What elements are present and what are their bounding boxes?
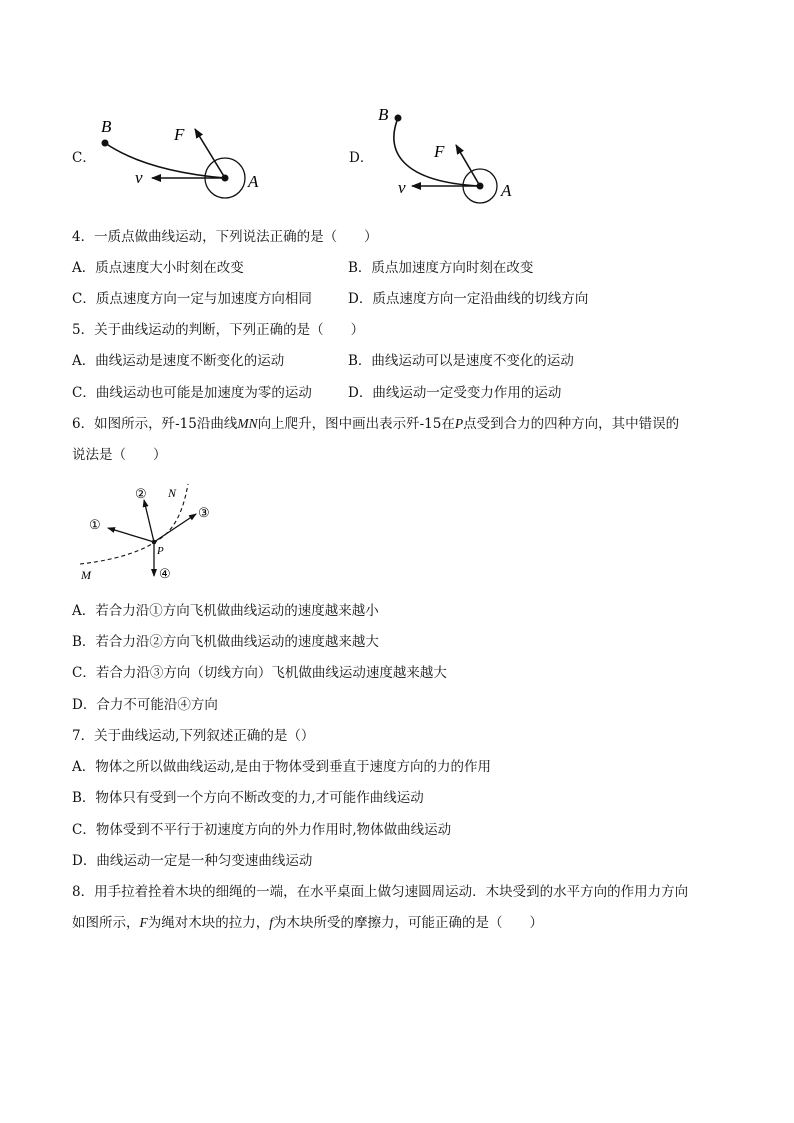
q8-stem-pre: 如图所示， bbox=[72, 915, 140, 931]
point-b bbox=[395, 115, 402, 122]
label-a: A bbox=[501, 181, 512, 200]
q6-stem-mid: 向上爬升，图中画出表示歼-15在 bbox=[257, 416, 455, 432]
label-f: F bbox=[174, 125, 185, 144]
q4-option-a: A．质点速度大小时刻在改变 bbox=[72, 260, 244, 276]
q7-option-d: D．曲线运动一定是一种匀变速曲线运动 bbox=[72, 853, 313, 869]
q8-stem-F: F bbox=[139, 915, 148, 930]
q8-stem-post: 为木块所受的摩擦力，可能正确的是（ ） bbox=[273, 915, 544, 931]
q5-stem: 5．关于曲线运动的判断，下列正确的是（ ） bbox=[72, 322, 365, 338]
q4-option-c: C．质点速度方向一定与加速度方向相同 bbox=[72, 291, 312, 307]
label-3: ③ bbox=[198, 505, 210, 520]
q4-option-d: D．质点速度方向一定沿曲线的切线方向 bbox=[348, 291, 589, 307]
q8-stem-line1: 8．用手拉着拴着木块的细绳的一端，在水平桌面上做匀速圆周运动．木块受到的水平方向的作用力方向 bbox=[72, 884, 689, 900]
q8-stem-f: f bbox=[269, 915, 274, 930]
q7-stem: 7．关于曲线运动,下列叙述正确的是（） bbox=[72, 728, 315, 744]
label-v: v bbox=[135, 168, 143, 187]
point-b bbox=[102, 140, 109, 147]
figure-q6 bbox=[76, 478, 221, 584]
q6-option-c: C．若合力沿③方向（切线方向）飞机做曲线运动速度越来越大 bbox=[72, 665, 447, 681]
option-c-letter: C． bbox=[72, 150, 96, 166]
label-1: ① bbox=[89, 517, 101, 532]
q6-option-a: A．若合力沿①方向飞机做曲线运动的速度越来越小 bbox=[72, 603, 379, 619]
label-p: P bbox=[157, 545, 164, 557]
label-b: B bbox=[378, 105, 389, 124]
q7-option-c: C．物体受到不平行于初速度方向的外力作用时,物体做曲线运动 bbox=[72, 822, 452, 838]
q6-stem-line2: 说法是（ ） bbox=[72, 447, 167, 463]
arrow-3 bbox=[154, 514, 196, 542]
q8-stem-line2 bbox=[72, 913, 543, 933]
label-f: F bbox=[434, 142, 445, 161]
q6-stem-line1 bbox=[72, 414, 679, 434]
label-b: B bbox=[101, 117, 112, 136]
q4-option-b: B．质点加速度方向时刻在改变 bbox=[348, 260, 534, 276]
label-2: ② bbox=[135, 486, 147, 501]
q7-option-b: B．物体只有受到一个方向不断改变的力,才可能作曲线运动 bbox=[72, 790, 424, 806]
label-m: M bbox=[81, 568, 91, 582]
q6-stem-pre: 6．如图所示，歼-15沿曲线 bbox=[72, 416, 238, 432]
q6-option-d: D．合力不可能沿④方向 bbox=[72, 697, 218, 713]
figure-option-d bbox=[370, 100, 530, 210]
q6-stem-p: P bbox=[454, 416, 464, 431]
q7-option-a: A．物体之所以做曲线运动,是由于物体受到垂直于速度方向的力的作用 bbox=[72, 759, 492, 775]
force-arrow-f bbox=[456, 145, 480, 186]
q5-option-d: D．曲线运动一定受变力作用的运动 bbox=[348, 385, 562, 401]
q6-option-b: B．若合力沿②方向飞机做曲线运动的速度越来越大 bbox=[72, 634, 379, 650]
label-n: N bbox=[168, 486, 177, 500]
label-v: v bbox=[398, 178, 406, 197]
q4-stem: 4．一质点做曲线运动，下列说法正确的是（ ） bbox=[72, 229, 378, 245]
q5-option-c: C．曲线运动也可能是加速度为零的运动 bbox=[72, 385, 312, 401]
q8-stem-mid: 为绳对木块的拉力， bbox=[147, 915, 270, 931]
q5-option-a: A．曲线运动是速度不断变化的运动 bbox=[72, 353, 285, 369]
q6-stem-mn: MN bbox=[237, 416, 258, 431]
force-arrow-f bbox=[195, 129, 225, 178]
figure-option-c bbox=[95, 112, 270, 207]
label-4: ④ bbox=[159, 566, 171, 581]
label-a: A bbox=[248, 172, 259, 191]
q5-option-b: B．曲线运动可以是速度不变化的运动 bbox=[348, 353, 574, 369]
option-d-letter: D． bbox=[349, 150, 374, 166]
arrow-1 bbox=[108, 528, 154, 542]
q6-stem-post: 点受到合力的四种方向，其中错误的 bbox=[463, 416, 680, 432]
arrow-2 bbox=[144, 500, 154, 542]
